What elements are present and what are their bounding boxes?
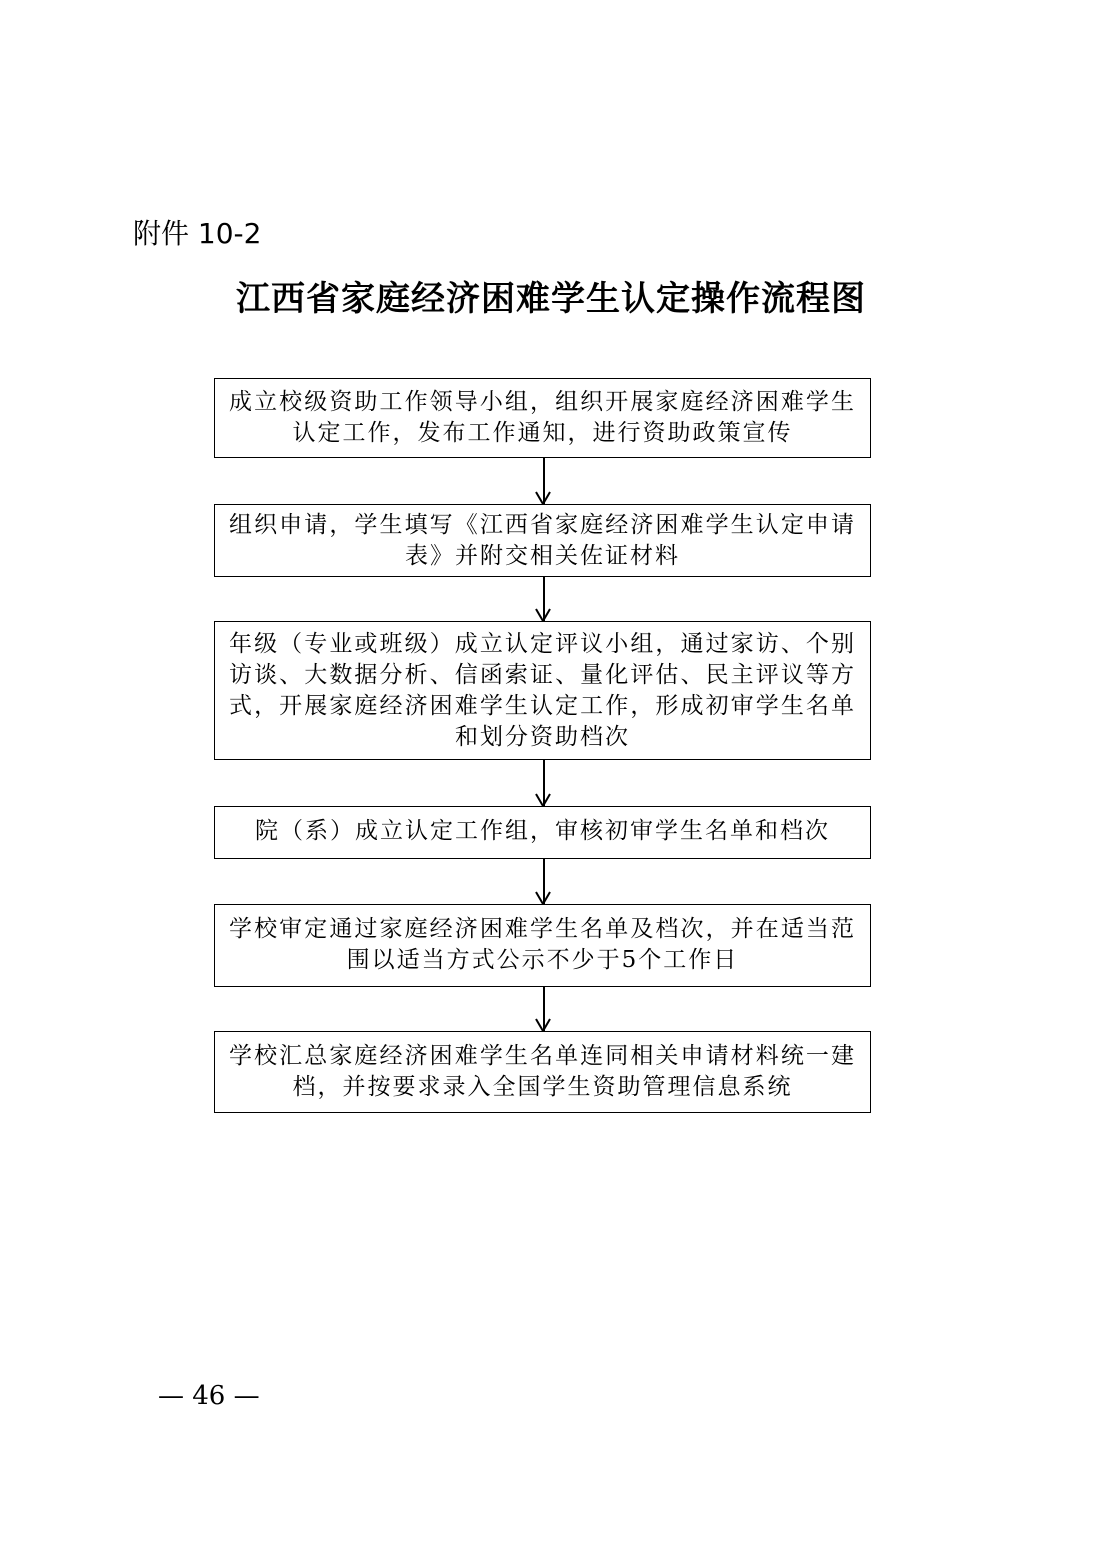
flowchart-title: 江西省家庭经济困难学生认定操作流程图 — [236, 279, 866, 319]
flow-step-4-text: 院（系）成立认定工作组，审核初审学生名单和档次 — [255, 818, 830, 844]
flow-step-6-text: 学校汇总家庭经济困难学生名单连同相关申请材料统一建档，并按要求录入全国学生资助管理信息系统 — [229, 1043, 856, 1100]
attachment-label: 附件 10-2 — [133, 217, 262, 250]
arrow-head-icon — [535, 891, 551, 905]
flow-step-4 — [214, 806, 871, 859]
flow-arrow-4 — [543, 859, 545, 904]
flow-step-6 — [214, 1031, 871, 1113]
flow-step-5-text: 学校审定通过家庭经济困难学生名单及档次，并在适当范围以适当方式公示不少于5个工作日 — [229, 916, 856, 973]
flow-arrow-3 — [543, 760, 545, 806]
flow-step-1 — [214, 378, 871, 458]
flow-arrow-2 — [543, 577, 545, 621]
flow-arrow-5 — [543, 987, 545, 1031]
flow-step-3-text: 年级（专业或班级）成立认定评议小组，通过家访、个别访谈、大数据分析、信函索证、量化评估、民主评议等方式，开展家庭经济困难学生认定工作，形成初审学生名单和划分资助档次 — [229, 631, 856, 750]
flow-step-3 — [214, 621, 871, 760]
arrow-head-icon — [535, 793, 551, 807]
flow-step-2-text: 组织申请，学生填写《江西省家庭经济困难学生认定申请表》并附交相关佐证材料 — [229, 512, 856, 569]
arrow-head-icon — [535, 491, 551, 505]
page-number: — 46 — — [158, 1381, 260, 1411]
arrow-head-icon — [535, 608, 551, 622]
flow-step-2 — [214, 504, 871, 577]
flow-step-1-text: 成立校级资助工作领导小组，组织开展家庭经济困难学生认定工作，发布工作通知，进行资助政策宣传 — [229, 389, 856, 446]
flow-step-5 — [214, 904, 871, 987]
flow-arrow-1 — [543, 458, 545, 504]
arrow-head-icon — [535, 1018, 551, 1032]
